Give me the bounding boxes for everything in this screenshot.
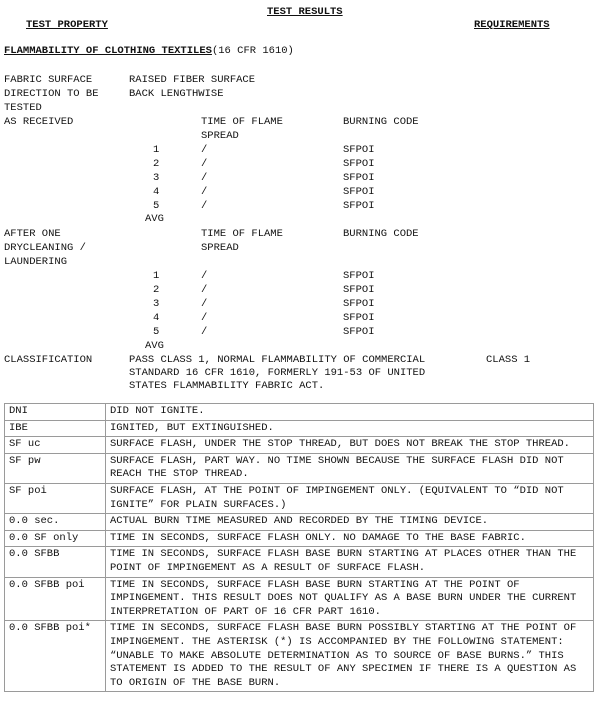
section-standard: (16 CFR 1610) bbox=[211, 45, 294, 57]
flame-spread-time: / bbox=[201, 284, 208, 296]
table-row bbox=[5, 404, 594, 421]
specimen-number: 4 bbox=[153, 186, 160, 198]
flame-spread-time: / bbox=[201, 200, 208, 212]
direction-label-1: DIRECTION TO BE bbox=[4, 88, 99, 100]
legend-description: TIME IN SECONDS, SURFACE FLASH BASE BURN STARTING AT THE POINT OF IMPINGEMENT. THIS RESULT DOES NOT QUALIFY AS A BASE BURN UNDER THE CURRENT INTERPRETATION OF PART OF 16 CFR PART 1610. bbox=[106, 577, 594, 621]
flame-spread-time: / bbox=[201, 172, 208, 184]
after-cleaning-label-3: LAUNDERING bbox=[4, 256, 68, 268]
after-cleaning-label-1: AFTER ONE bbox=[4, 228, 61, 240]
flame-spread-time: / bbox=[201, 158, 208, 170]
table-row bbox=[5, 547, 594, 577]
table-row bbox=[5, 437, 594, 454]
burning-code-legend-table bbox=[4, 403, 594, 692]
header-requirements: REQUIREMENTS bbox=[474, 19, 550, 31]
direction-value: BACK LENGTHWISE bbox=[129, 88, 224, 100]
legend-code: SF poi bbox=[5, 483, 106, 513]
legend-code: 0.0 SFBB bbox=[5, 547, 106, 577]
fabric-surface-value: RAISED FIBER SURFACE bbox=[129, 74, 256, 86]
after-cleaning-time-header: TIME OF FLAME bbox=[201, 228, 283, 240]
specimen-number: 4 bbox=[153, 312, 160, 324]
classification-line-3: STATES FLAMMABILITY FABRIC ACT. bbox=[129, 380, 325, 392]
flame-spread-time: / bbox=[201, 144, 208, 156]
legend-description: TIME IN SECONDS, SURFACE FLASH BASE BURN STARTING AT PLACES OTHER THAN THE POINT OF IMPINGEMENT AS A RESULT OF SURFACE FLASH. bbox=[106, 547, 594, 577]
after-cleaning-code-header: BURNING CODE bbox=[343, 228, 419, 240]
flame-spread-time: / bbox=[201, 186, 208, 198]
legend-code: 0.0 sec. bbox=[5, 514, 106, 531]
legend-description: DID NOT IGNITE. bbox=[106, 404, 594, 421]
table-row bbox=[5, 621, 594, 692]
flame-spread-time: / bbox=[201, 270, 208, 282]
legend-description: TIME IN SECONDS, SURFACE FLASH ONLY. NO DAMAGE TO THE BASE FABRIC. bbox=[106, 530, 594, 547]
flame-spread-time: / bbox=[201, 326, 208, 338]
burning-code: SFPOI bbox=[343, 186, 375, 198]
specimen-number: 2 bbox=[153, 284, 160, 296]
legend-code: IBE bbox=[5, 420, 106, 437]
burning-code: SFPOI bbox=[343, 284, 375, 296]
legend-code: SF uc bbox=[5, 437, 106, 454]
burning-code: SFPOI bbox=[343, 158, 375, 170]
burning-code: SFPOI bbox=[343, 200, 375, 212]
legend-code: DNI bbox=[5, 404, 106, 421]
after-cleaning-avg: AVG bbox=[145, 340, 164, 352]
after-cleaning-label-2: DRYCLEANING / bbox=[4, 242, 86, 254]
as-received-code-header: BURNING CODE bbox=[343, 116, 419, 128]
legend-code: SF pw bbox=[5, 453, 106, 483]
fabric-surface-label: FABRIC SURFACE bbox=[4, 74, 93, 86]
legend-code: 0.0 SFBB poi bbox=[5, 577, 106, 621]
legend-code: 0.0 SFBB poi* bbox=[5, 621, 106, 692]
table-row bbox=[5, 420, 594, 437]
flame-spread-time: / bbox=[201, 298, 208, 310]
burning-code: SFPOI bbox=[343, 270, 375, 282]
specimen-number: 3 bbox=[153, 172, 160, 184]
header-test-property: TEST PROPERTY bbox=[26, 19, 108, 31]
specimen-number: 3 bbox=[153, 298, 160, 310]
legend-description: SURFACE FLASH, AT THE POINT OF IMPINGEMENT ONLY. (EQUIVALENT TO “DID NOT IGNITE” FOR PLAIN SURFACES.) bbox=[106, 483, 594, 513]
direction-label-2: TESTED bbox=[4, 102, 42, 114]
as-received-avg: AVG bbox=[145, 213, 164, 225]
as-received-time-header: TIME OF FLAME bbox=[201, 116, 283, 128]
after-cleaning-time-header-2: SPREAD bbox=[201, 242, 239, 254]
table-row bbox=[5, 483, 594, 513]
burning-code: SFPOI bbox=[343, 312, 375, 324]
legend-description: TIME IN SECONDS, SURFACE FLASH BASE BURN POSSIBLY STARTING AT THE POINT OF IMPINGEMENT. THE ASTERISK (*) IS ACCOMPANIED BY THE FOLLOWING STATEMENT: “UNABLE TO MAKE ABSOLUTE DETERMINATION AS TO SOURCE OF BASE BURNS.” THIS STATEMENT IS ADDED TO THE RESULT OF ANY SPECIMEN IF THERE IS A QUESTION AS TO ORIGIN OF THE BASE BURN. bbox=[106, 621, 594, 692]
legend-description: SURFACE FLASH, PART WAY. NO TIME SHOWN BECAUSE THE SURFACE FLASH DID NOT REACH THE STOP THREAD. bbox=[106, 453, 594, 483]
legend-code: 0.0 SF only bbox=[5, 530, 106, 547]
classification-line-2: STANDARD 16 CFR 1610, FORMERLY 191-53 OF UNITED bbox=[129, 367, 426, 379]
specimen-number: 1 bbox=[153, 144, 160, 156]
classification-line-1: PASS CLASS 1, NORMAL FLAMMABILITY OF COMMERCIAL bbox=[129, 354, 426, 366]
specimen-number: 1 bbox=[153, 270, 160, 282]
burning-code: SFPOI bbox=[343, 144, 375, 156]
classification-label: CLASSIFICATION bbox=[4, 354, 93, 366]
burning-code: SFPOI bbox=[343, 326, 375, 338]
flame-spread-time: / bbox=[201, 312, 208, 324]
table-row bbox=[5, 577, 594, 621]
burning-code: SFPOI bbox=[343, 298, 375, 310]
section-heading bbox=[4, 45, 294, 59]
specimen-number: 2 bbox=[153, 158, 160, 170]
header-test-results: TEST RESULTS bbox=[267, 6, 343, 18]
classification-requirement: CLASS 1 bbox=[486, 354, 531, 366]
as-received-label: AS RECEIVED bbox=[4, 116, 74, 128]
table-row bbox=[5, 514, 594, 531]
table-row bbox=[5, 453, 594, 483]
specimen-number: 5 bbox=[153, 200, 160, 212]
table-row bbox=[5, 530, 594, 547]
section-title: FLAMMABILITY OF CLOTHING TEXTILES bbox=[4, 45, 212, 57]
legend-description: IGNITED, BUT EXTINGUISHED. bbox=[106, 420, 594, 437]
legend-description: ACTUAL BURN TIME MEASURED AND RECORDED BY THE TIMING DEVICE. bbox=[106, 514, 594, 531]
as-received-time-header-2: SPREAD bbox=[201, 130, 239, 142]
burning-code: SFPOI bbox=[343, 172, 375, 184]
legend-description: SURFACE FLASH, UNDER THE STOP THREAD, BUT DOES NOT BREAK THE STOP THREAD. bbox=[106, 437, 594, 454]
specimen-number: 5 bbox=[153, 326, 160, 338]
